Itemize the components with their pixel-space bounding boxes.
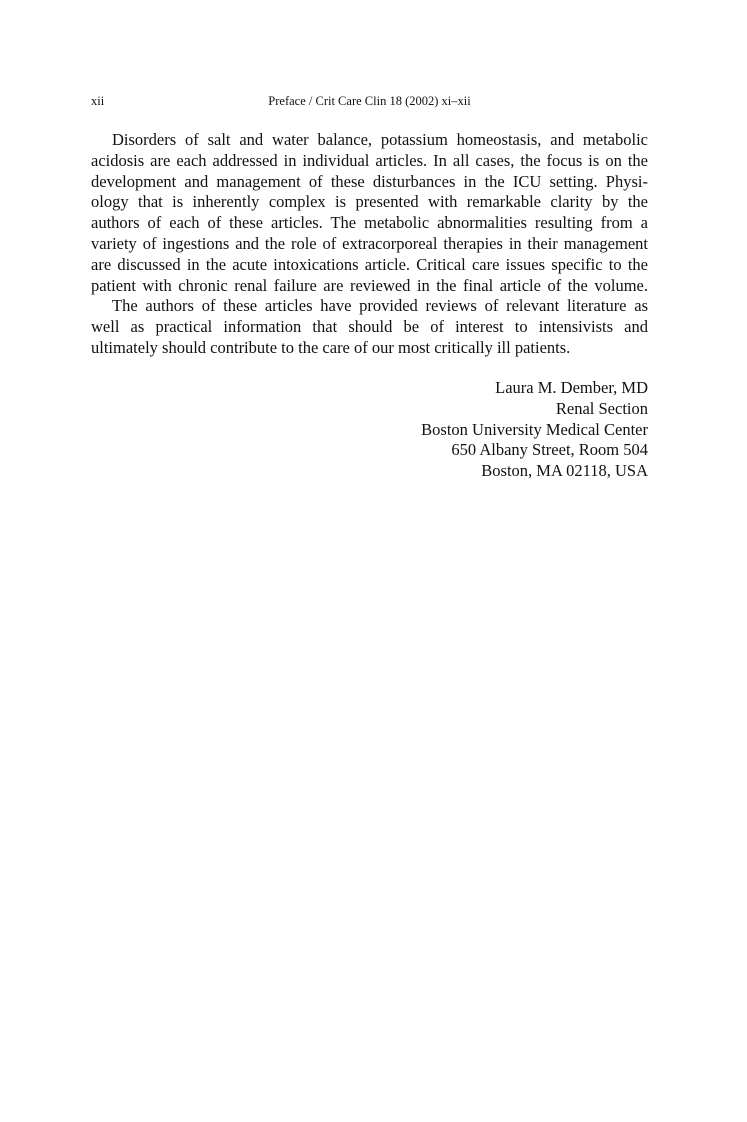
author-signature (360, 378, 648, 482)
paragraph-2 (91, 296, 648, 358)
text-line: Disorders of salt and water balance, potassium homeostasis, and metabolic (112, 130, 648, 149)
author-name: Laura M. Dember, MD (495, 378, 648, 397)
text-line: patient with chronic renal failure are reviewed in the final article of the volume. (91, 275, 648, 295)
text-line: are discussed in the acute intoxications article. Critical care issues specific to the (91, 254, 648, 274)
text-line: variety of ingestions and the role of extracorporeal therapies in their management (91, 233, 648, 253)
text-line: development and management of these disturbances in the ICU setting. Physi- (91, 171, 648, 191)
text-line: well as practical information that should be of interest to intensivists and (91, 317, 648, 337)
preface-body (91, 130, 648, 359)
running-header (91, 92, 648, 110)
author-city: Boston, MA 02118, USA (481, 461, 648, 481)
author-institution: Boston University Medical Center (421, 419, 648, 439)
text-line: ultimately should contribute to the care of our most critically ill patients. (91, 337, 571, 357)
page-number: xii (91, 94, 105, 108)
text-line: acidosis are each addressed in individual articles. In all cases, the focus is on the (91, 150, 648, 170)
author-section: Renal Section (555, 398, 648, 418)
text-line: ology that is inherently complex is presented with remarkable clarity by the (91, 192, 648, 212)
author-street: 650 Albany Street, Room 504 (451, 440, 648, 460)
paragraph-1 (91, 130, 648, 296)
text-line: authors of each of these articles. The metabolic abnormalities resulting from a (91, 213, 648, 233)
journal-reference: Preface / Crit Care Clin 18 (2002) xi–xii (268, 94, 471, 108)
text-line: The authors of these articles have provided reviews of relevant literature as (112, 296, 648, 316)
